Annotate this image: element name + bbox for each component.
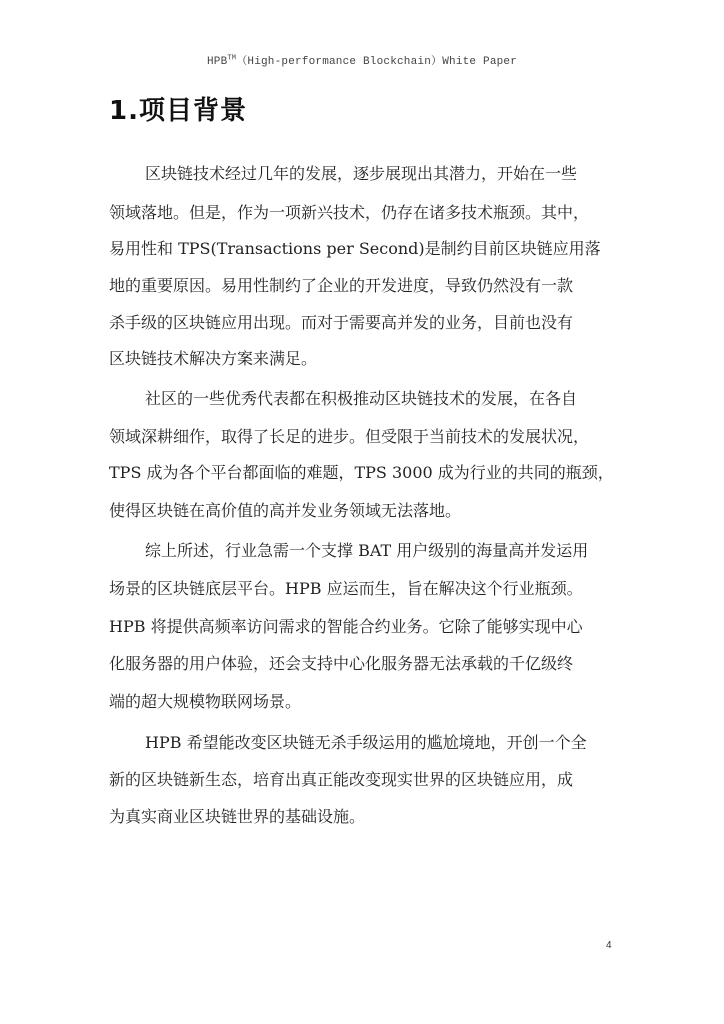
paragraph-3-line-5: 端的超大规模物联网场景。 [109,692,302,711]
trademark-superscript: TM [227,54,237,63]
header-prefix: HPB [206,56,228,68]
page-header [0,52,724,68]
paragraph-1-line-2: 领域落地。但是，作为一项新兴技术，仍存在诸多技术瓶颈。其中， [109,203,590,222]
paragraph-1-line-3: 易用性和 TPS(Transactions per Second)是制约目前区块链应用落 [109,239,601,258]
paragraph-4-line-3: 为真实商业区块链世界的基础设施。 [109,807,366,826]
paragraph-4-line-1: HPB 希望能改变区块链无杀手级运用的尴尬境地，开创一个全 [145,733,587,752]
paragraph-3-line-4: 化服务器的用户体验，还会支持中心化服务器无法承载的千亿级终 [109,654,574,673]
paragraph-2-line-4: 使得区块链在高价值的高并发业务领域无法落地。 [109,501,462,520]
page-number: 4 [606,940,612,951]
paragraph-2-line-3: TPS 成为各个平台都面临的难题，TPS 3000 成为行业的共同的瓶颈， [109,463,614,482]
section-heading: 1.项目背景 [109,96,247,126]
header-suffix: （High-performance Blockchain）White Paper [236,56,518,68]
paragraph-4-line-2: 新的区块链新生态，培育出真正能改变现实世界的区块链应用，成 [109,770,574,789]
paragraph-1-line-5: 杀手级的区块链应用出现。而对于需要高并发的业务，目前也没有 [109,313,574,332]
paragraph-1-line-6: 区块链技术解决方案来满足。 [109,349,318,368]
paragraph-3-line-1: 综上所述，行业急需一个支撑 BAT 用户级别的海量高并发运用 [145,541,589,560]
paragraph-3-line-2: 场景的区块链底层平台。HPB 应运而生，旨在解决这个行业瓶颈。 [109,579,583,598]
paragraph-3-line-3: HPB 将提供高频率访问需求的智能合约业务。它除了能够实现中心 [109,617,583,636]
paragraph-1-line-1: 区块链技术经过几年的发展，逐步展现出其潜力，开始在一些 [145,164,578,183]
paragraph-2-line-2: 领域深耕细作，取得了长足的进步。但受限于当前技术的发展状况， [109,427,590,446]
paragraph-2-line-1: 社区的一些优秀代表都在积极推动区块链技术的发展，在各自 [145,389,578,408]
paragraph-1-line-4: 地的重要原因。易用性制约了企业的开发进度，导致仍然没有一款 [109,276,574,295]
